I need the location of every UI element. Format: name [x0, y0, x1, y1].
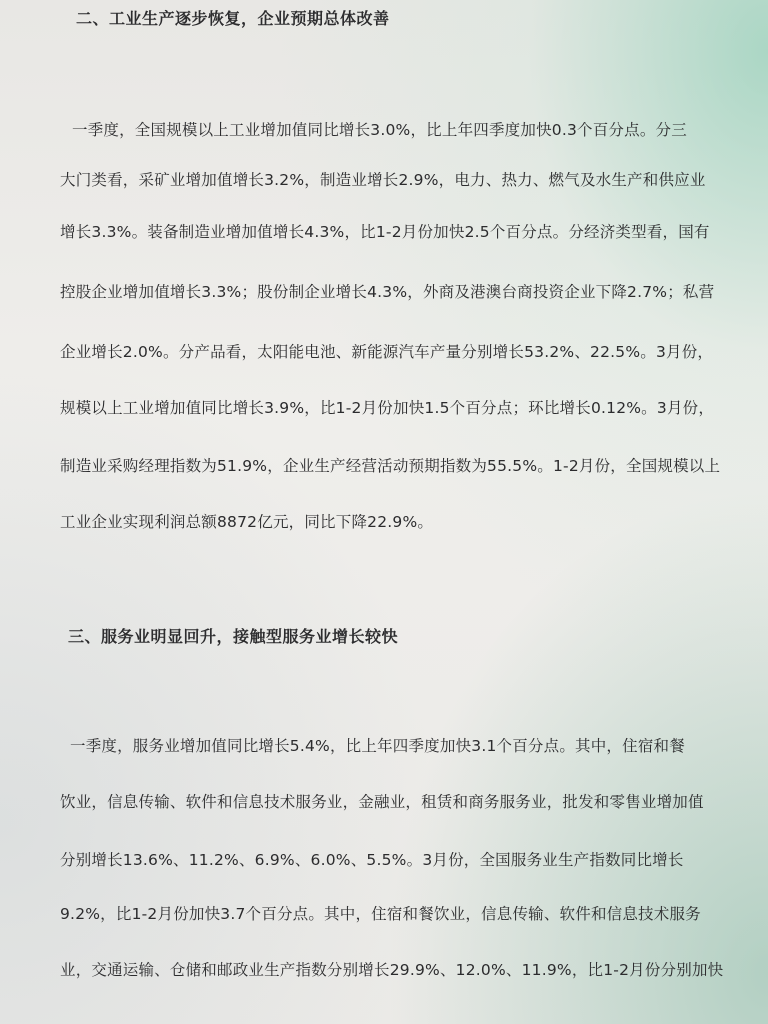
paragraph-line: 业，交通运输、仓储和邮政业生产指数分别增长29.9%、12.0%、11.9%，比1-2月份分别加快 [60, 961, 724, 979]
paragraph-line: 分别增长13.6%、11.2%、6.9%、6.0%、5.5%。3月份，全国服务业生产指数同比增长 [60, 851, 684, 869]
paragraph-line: 9.2%，比1-2月份加快3.7个百分点。其中，住宿和餐饮业，信息传输、软件和信息技术服务 [60, 905, 701, 923]
paragraph-line: 控股企业增加值增长3.3%；股份制企业增长4.3%，外商及港澳台商投资企业下降2.7%；私营 [60, 283, 715, 301]
section-heading-industry: 二、工业生产逐步恢复，企业预期总体改善 [76, 9, 390, 28]
paragraph-line: 饮业，信息传输、软件和信息技术服务业，金融业，租赁和商务服务业，批发和零售业增加值 [60, 793, 704, 811]
paragraph-line: 规模以上工业增加值同比增长3.9%，比1-2月份加快1.5个百分点；环比增长0.12%。3月份， [60, 399, 715, 417]
section-heading-services: 三、服务业明显回升，接触型服务业增长较快 [68, 627, 399, 646]
paragraph-line: 一季度，全国规模以上工业增加值同比增长3.0%，比上年四季度加快0.3个百分点。分三 [72, 121, 687, 139]
paragraph-line: 大门类看，采矿业增加值增长3.2%，制造业增长2.9%，电力、热力、燃气及水生产和供应业 [60, 171, 706, 189]
paragraph-line: 增长3.3%。装备制造业增加值增长4.3%，比1-2月份加快2.5个百分点。分经济类型看，国有 [60, 223, 710, 241]
paragraph-line: 一季度，服务业增加值同比增长5.4%，比上年四季度加快3.1个百分点。其中，住宿和餐 [70, 737, 685, 755]
paragraph-line: 企业增长2.0%。分产品看，太阳能电池、新能源汽车产量分别增长53.2%、22.5%。3月份， [60, 343, 714, 361]
paragraph-line: 工业企业实现利润总额8872亿元，同比下降22.9%。 [60, 513, 434, 531]
paragraph-line: 制造业采购经理指数为51.9%，企业生产经营活动预期指数为55.5%。1-2月份，全国规模以上 [60, 457, 721, 475]
